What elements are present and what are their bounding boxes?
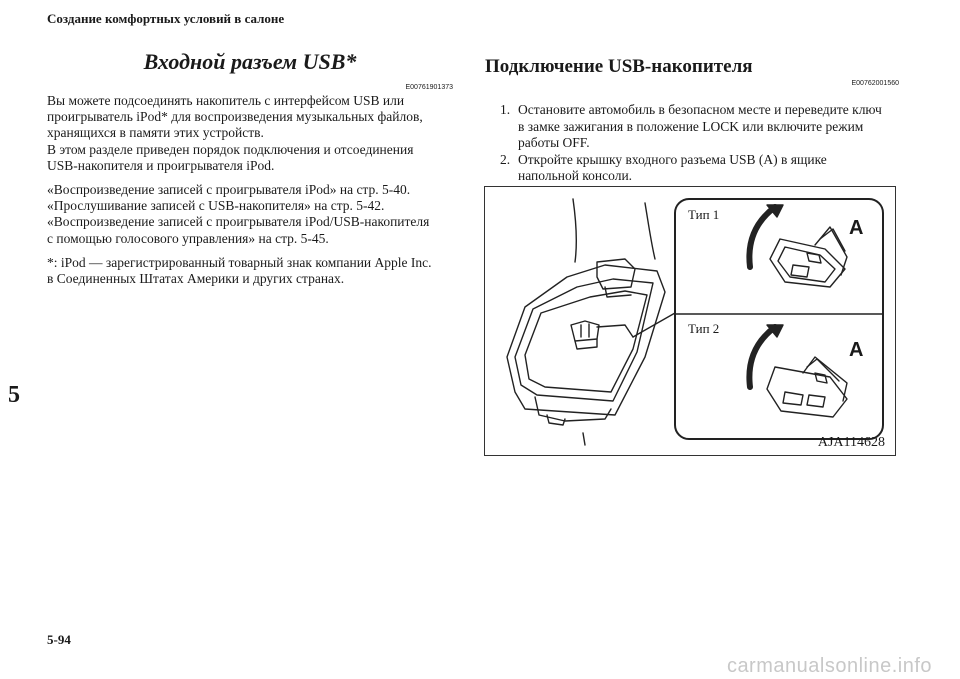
type2-label: Тип 2 xyxy=(688,321,720,336)
doc-code-left: E00761901373 xyxy=(405,84,453,91)
text-line: Откройте крышку входного разъема USB (A) в ящике xyxy=(518,151,827,167)
marker-a-type2: A xyxy=(849,339,864,361)
text-line: Остановите автомобиль в безопасном месте и переведите ключ xyxy=(518,102,882,117)
text-line: «Воспроизведение записей с проигрывателя iPod» на стр. 5-40. xyxy=(47,182,411,197)
step-item xyxy=(500,152,900,185)
doc-code-right: E00762001560 xyxy=(851,80,899,87)
step-number: 2. xyxy=(500,151,511,167)
text-line: USB-накопителя и проигрывателя iPod. xyxy=(47,157,275,173)
text-line: работы OFF. xyxy=(518,135,590,150)
figure-code: AJA114628 xyxy=(817,435,885,450)
chapter-tab: 5 xyxy=(0,372,28,418)
text-line: напольной консоли. xyxy=(518,168,633,183)
step-number: 1. xyxy=(500,102,511,117)
text-line: *: iPod — зарегистрированный товарный знак компании Apple Inc. xyxy=(47,255,432,270)
intro-paragraph xyxy=(47,93,457,174)
page-number: 5-94 xyxy=(47,632,71,647)
text-line: В этом разделе приведен порядок подключения и отсоединения xyxy=(47,141,414,157)
cross-references xyxy=(47,182,457,247)
section-title-usb-input: Входной разъем USB* xyxy=(143,49,357,74)
console-box-drawing xyxy=(507,199,665,445)
text-line: проигрыватель iPod* для воспроизведения музыкальных файлов, xyxy=(47,109,423,125)
type1-label: Тип 1 xyxy=(688,207,720,222)
running-header: Создание комфортных условий в салоне xyxy=(47,11,285,26)
text-line: Вы можете подсоединять накопитель с интерфейсом USB или xyxy=(47,93,405,108)
text-line: с помощью голосового управления» на стр. 5-45. xyxy=(47,230,329,246)
text-line: «Воспроизведение записей с проигрывателя iPod/USB-накопителя xyxy=(47,214,430,230)
watermark: carmanualsonline.info xyxy=(726,655,932,677)
step-item xyxy=(500,102,900,152)
console-usb-figure xyxy=(484,186,896,456)
section-title-usb-connect: Подключение USB-накопителя xyxy=(485,56,753,77)
footnote xyxy=(47,255,457,287)
text-line: в Соединенных Штатах Америки и других странах. xyxy=(47,271,345,287)
text-line: хранящихся в памяти этих устройств. xyxy=(47,125,264,141)
type1-usb-port-drawing xyxy=(749,205,847,287)
text-line: в замке зажигания в положение LOCK или включите режим xyxy=(518,118,864,134)
marker-a-type1: A xyxy=(849,217,864,239)
steps-list xyxy=(500,102,900,185)
text-line: «Прослушивание записей с USB-накопителя» на стр. 5-42. xyxy=(47,198,385,214)
type2-usb-port-drawing xyxy=(749,325,847,417)
